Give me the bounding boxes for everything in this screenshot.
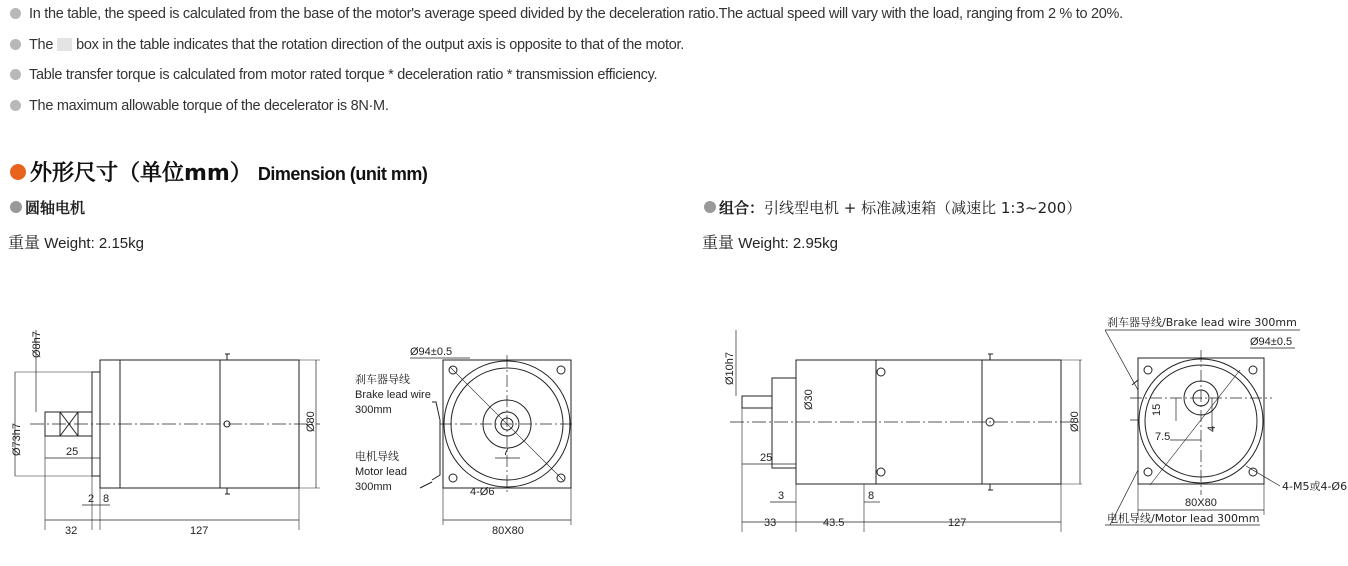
dim-face-dia-right: Ø94±0.5 — [1250, 336, 1293, 348]
dim-33: 33 — [764, 517, 777, 529]
brake-en-label: Brake lead wire — [355, 389, 431, 401]
dim-boss-dia: Ø30 — [803, 389, 815, 410]
dim-shaft-dia-right: Ø10h7 — [724, 351, 736, 385]
motor-lead-label: 电机导线/Motor lead 300mm — [1107, 512, 1260, 525]
dim-key-length: 25 — [66, 446, 79, 458]
dim-8: 8 — [103, 493, 110, 505]
note-1: In the table, the speed is calculated from the base of the motor's average speed divided by the deceleration ratio.The actual speed will vary with the load, ranging from 2 % to 20%. — [10, 6, 1123, 22]
dim-flange-dia: Ø73h7 — [11, 422, 23, 456]
left-weight: 重量 Weight: 2.15kg — [8, 233, 144, 252]
dim-32: 32 — [65, 525, 78, 537]
right-subtitle: 组合：引线型电机 + 标准减速箱（减速比 1:3~200） — [704, 197, 1081, 218]
dim-square-right: 80X80 — [1185, 497, 1217, 509]
dim-square: 80X80 — [492, 525, 524, 537]
note-4: The maximum allowable torque of the decelerator is 8N·M. — [10, 98, 389, 114]
motor-en-label: Motor lead — [355, 466, 407, 478]
brake-cn-label: 刹车器导线 — [355, 373, 410, 386]
dim-15: 15 — [1151, 403, 1163, 416]
dim-127-right: 127 — [948, 517, 967, 529]
dim-face-dia: Ø94±0.5 — [410, 346, 453, 358]
dim-7-5: 7.5 — [1155, 431, 1171, 443]
dim-7: 7 — [503, 446, 510, 458]
motor-len-label: 300mm — [355, 481, 392, 493]
brake-lead-label: 刹车器导线/Brake lead wire 300mm — [1107, 316, 1297, 329]
dim-127: 127 — [190, 525, 209, 537]
dim-hole-right: 4-M5或4-Ø6 — [1282, 480, 1348, 493]
dim-2: 2 — [88, 493, 95, 505]
dim-4: 4 — [1206, 425, 1218, 432]
left-front-view — [410, 355, 575, 525]
dim-body-dia: Ø80 — [305, 411, 317, 432]
section-heading: 外形尺寸（单位mm） Dimension (unit mm) — [10, 156, 427, 187]
note-3: Table transfer torque is calculated from motor rated torque * deceleration ratio * transmission efficiency. — [10, 67, 657, 83]
brake-len-label: 300mm — [355, 404, 392, 416]
left-side-view — [15, 330, 320, 530]
motor-cn-label: 电机导线 — [355, 450, 399, 463]
dim-3: 3 — [778, 490, 785, 502]
dim-body-dia-right: Ø80 — [1069, 411, 1081, 432]
note-2: The box in the table indicates that the rotation direction of the output axis is opposite to that of the motor. — [10, 37, 684, 53]
dim-shaft-dia: Ø8h7 — [31, 331, 43, 358]
left-subtitle: 圆轴电机 — [10, 197, 85, 218]
dim-hole: 4-Ø6 — [470, 486, 495, 498]
dim-8-right: 8 — [868, 490, 875, 502]
dim-43-5: 43.5 — [823, 517, 845, 529]
right-front-view — [1105, 330, 1300, 525]
dim-key-length-right: 25 — [760, 452, 773, 464]
right-weight: 重量 Weight: 2.95kg — [702, 233, 838, 252]
